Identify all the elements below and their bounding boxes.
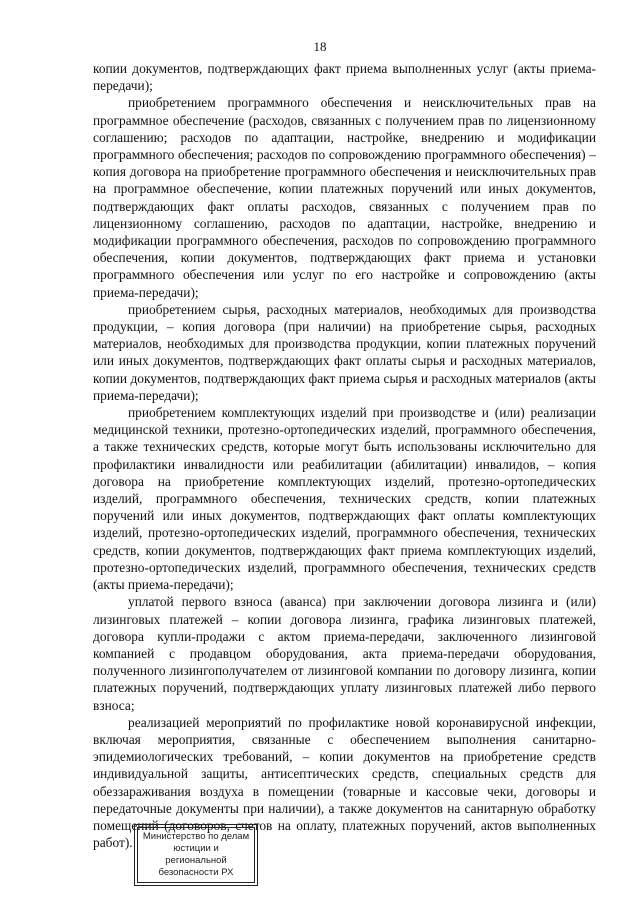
page-number: 18 (313, 39, 327, 54)
ministry-stamp (137, 827, 255, 883)
paragraph: уплатой первого взноса (аванса) при заключении договора лизинга и (или) лизинговых платежей – копии договора лизинга, графика лизинговых платежей, договора купли-продажи с актом приема-передачи, заключенного лизинговой компанией с продавцом оборудования, акта приема-передачи оборудования, полученного лизингополучателем от лизинговой компании по договору лизинга, копии платежных поручений, подтверждающих уплату лизинговых платежей либо первого взноса; (93, 594, 596, 713)
document-body (93, 60, 596, 851)
stamp-line: юстиции и региональной (165, 843, 227, 866)
paragraph: реализацией мероприятий по профилактике новой коронавирусной инфекции, включая мероприятия, связанные с обеспечением выполнения санитарно-эпидемиологических требований, – копии документов на приобретение средств индивидуальной защиты, антисептических средств, специальных средств для обеззараживания воздуха в помещении (товарные и кассовые чеки, договоры и передаточные документы при наличии), а также документов на санитарную обработку помещений (договоров, счетов на оплату, платежных поручений, актов выполненных работ). (93, 714, 596, 851)
paragraph: приобретением программного обеспечения и неисключительных прав на программное обеспечение (расходов, связанных с получением прав по лицензионному соглашению; расходов по адаптации, настройке, внедрению и модификации программного обеспечения; расходов по сопровождению программного обеспечения) – копия договора на приобретение программного обеспечения и неисключительных прав на программное обеспечение, копии платежных поручений или иных документов, подтверждающих факт оплаты расходов, связанных с получением прав по лицензионному соглашению, расходов по адаптации, настройке, внедрению и модификации программного обеспечения, расходов по сопровождению программного обеспечения, копии документов, подтверждающих факт приема и установки программного обеспечения или услуг по его настройке и сопровождению (акты приема-передачи); (93, 95, 596, 300)
paragraph: копии документов, подтверждающих факт приема выполненных услуг (акты приема-передачи); (93, 61, 596, 94)
paragraph: приобретением сырья, расходных материалов, необходимых для производства продукции, – копия договора (при наличии) на приобретение сырья, расходных материалов, необходимых для производства продукции, копии платежных поручений или иных документов, подтверждающих факт оплаты сырья и расходных материалов, копии документов, подтверждающих факт приема сырья и расходных материалов (акты приема-передачи); (93, 301, 596, 403)
paragraph: приобретением комплектующих изделий при производстве и (или) реализации медицинской техники, протезно-ортопедических изделий, программного обеспечения, а также технических средств, которые могут быть использованы исключительно для профилактики инвалидности или реабилитации (абилитации) инвалидов, – копия договора на приобретение комплектующих изделий, протезно-ортопедических изделий, программного обеспечения, технических средств, копии платежных поручений или иных документов, подтверждающих факт оплаты комплектующих изделий, протезно-ортопедических изделий, программного обеспечения, технических средств, копии документов, подтверждающих факт приема комплектующих изделий, протезно-ортопедических изделий, программного обеспечения, технических средств (акты приема-передачи); (93, 405, 596, 593)
stamp-line: Министерство по делам (142, 831, 250, 842)
stamp-line: безопасности РХ (158, 867, 234, 878)
